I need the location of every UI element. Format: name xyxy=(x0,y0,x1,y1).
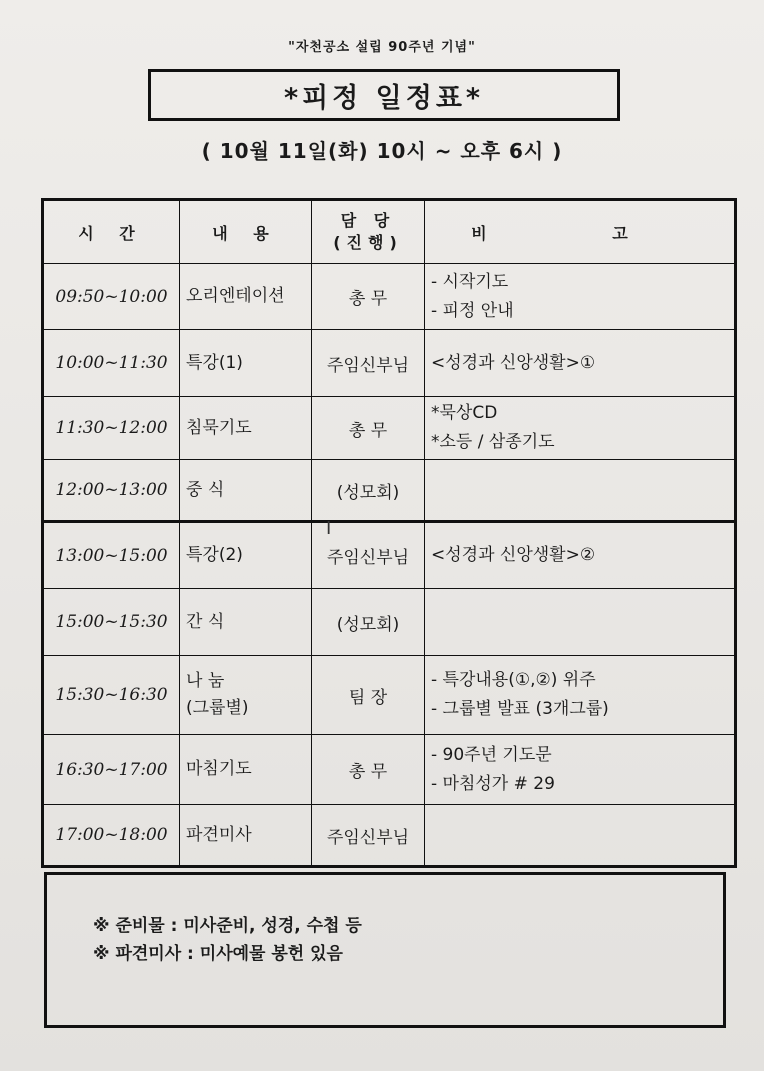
cell-notes xyxy=(425,330,736,397)
cell-time: 09:50~10:00 xyxy=(43,264,180,330)
cell-person: (성모회) xyxy=(312,460,425,522)
cell-person: 총 무 xyxy=(312,264,425,330)
cell-content: 특강(2) xyxy=(180,522,312,589)
column-header-notes: 비 고 xyxy=(425,200,736,264)
cell-notes xyxy=(425,735,736,805)
cell-person: (성모회) xyxy=(312,589,425,656)
table-row xyxy=(43,460,736,522)
document-title: *피정 일정표* xyxy=(148,69,620,121)
column-header-content: 내 용 xyxy=(180,200,312,264)
cell-time: 11:30~12:00 xyxy=(43,397,180,460)
table-row xyxy=(43,805,736,867)
cell-content: 나 눔 (그룹별) xyxy=(180,656,312,735)
table-row xyxy=(43,330,736,397)
column-header-person: 담 당 (진행) xyxy=(312,200,425,264)
note-line: - 특강내용(①,②) 위주 xyxy=(431,670,596,690)
cell-time: 15:00~15:30 xyxy=(43,589,180,656)
schedule-table xyxy=(41,198,737,868)
cell-time: 17:00~18:00 xyxy=(43,805,180,867)
cell-notes xyxy=(425,656,736,735)
cell-person: 주임신부님 xyxy=(312,522,425,589)
cell-person: 주임신부님 xyxy=(312,805,425,867)
table-row xyxy=(43,735,736,805)
cell-content: 중 식 xyxy=(180,460,312,522)
cell-content: 특강(1) xyxy=(180,330,312,397)
note-line: <성경과 신앙생활>② xyxy=(431,545,596,565)
cell-content: 오리엔테이션 xyxy=(180,264,312,330)
cell-person: 주임신부님 xyxy=(312,330,425,397)
cell-content: 파견미사 xyxy=(180,805,312,867)
cell-notes xyxy=(425,460,736,522)
note-line: *소등 / 삼종기도 xyxy=(431,432,555,452)
cell-notes xyxy=(425,397,736,460)
text-cursor-icon: I xyxy=(326,518,332,539)
table-row xyxy=(43,589,736,656)
table-header-row xyxy=(43,200,736,264)
note-line: - 90주년 기도문 xyxy=(431,744,552,765)
table-row xyxy=(43,264,736,330)
note-line: *묵상CD xyxy=(431,403,498,423)
footer-note-mass: ※ 파견미사 : 미사예물 봉헌 있음 xyxy=(93,944,343,964)
cell-content: 침묵기도 xyxy=(180,397,312,460)
cell-content: 마침기도 xyxy=(180,735,312,805)
cell-time: 12:00~13:00 xyxy=(43,460,180,522)
cell-content: 간 식 xyxy=(180,589,312,656)
cell-person: 총 무 xyxy=(312,735,425,805)
event-date-time: ( 10월 11일(화) 10시 ~ 오후 6시 ) xyxy=(201,139,563,163)
cell-time: 10:00~11:30 xyxy=(43,330,180,397)
notes-box xyxy=(44,872,726,1028)
footer-note-supplies: ※ 준비물 : 미사준비, 성경, 수첩 등 xyxy=(93,916,362,936)
cell-person: 총 무 xyxy=(312,397,425,460)
note-line: - 시작기도 xyxy=(431,271,509,292)
document-subtitle: "자천공소 설립 90주년 기념" xyxy=(288,40,476,55)
note-line: - 피정 안내 xyxy=(431,300,514,321)
table-row xyxy=(43,397,736,460)
cell-notes xyxy=(425,589,736,656)
column-header-time: 시 간 xyxy=(43,200,180,264)
cell-person: 팀 장 xyxy=(312,656,425,735)
cell-time: 13:00~15:00 xyxy=(43,522,180,589)
cell-notes xyxy=(425,522,736,589)
note-line: - 그룹별 발표 (3개그룹) xyxy=(431,699,609,719)
cell-time: 15:30~16:30 xyxy=(43,656,180,735)
cell-time: 16:30~17:00 xyxy=(43,735,180,805)
cell-notes xyxy=(425,264,736,330)
table-row xyxy=(43,522,736,589)
note-line: <성경과 신앙생활>① xyxy=(431,352,596,373)
table-row xyxy=(43,656,736,735)
note-line: - 마침성가 # 29 xyxy=(431,773,555,794)
cell-notes xyxy=(425,805,736,867)
